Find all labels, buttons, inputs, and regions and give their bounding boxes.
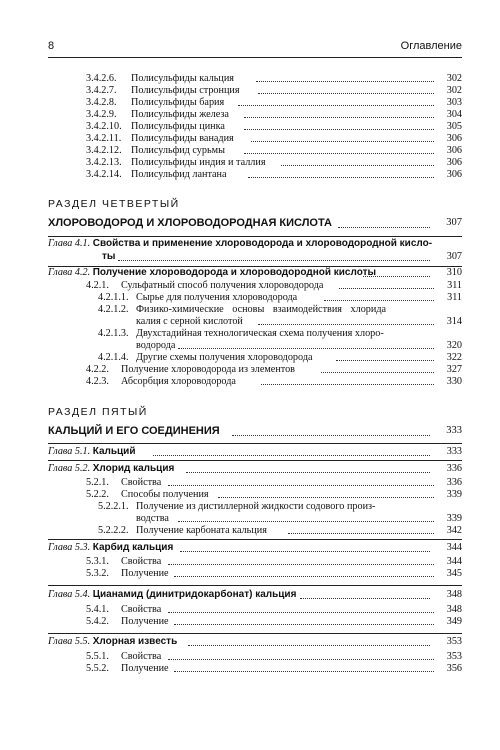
chapter-entry: Глава 5.4. Цианамид (динитридокарбонат) кальция 348 (48, 589, 462, 600)
divider (48, 539, 462, 540)
divider (48, 460, 462, 461)
running-title: Оглавление (400, 40, 462, 52)
header-rule (48, 57, 462, 58)
section-title: ХЛОРОВОДОРОД И ХЛОРОВОДОРОДНАЯ КИСЛОТА 307 (48, 217, 462, 229)
chapter-entry: Глава 5.1. Кальций 333 (48, 446, 462, 457)
section-title: КАЛЬЦИЙ И ЕГО СОЕДИНЕНИЯ 333 (48, 425, 462, 437)
chapter-entry: Глава 5.5. Хлорная известь 353 (48, 636, 462, 647)
section-label: РАЗДЕЛ ЧЕТВЕРТЫЙ (48, 198, 180, 210)
section-label: РАЗДЕЛ ПЯТЫЙ (48, 406, 148, 418)
chapter-entry: Глава 4.1. Свойства и применение хлороводорода и хлороводородной кисло- (48, 238, 433, 249)
divider (48, 236, 462, 237)
divider (48, 443, 462, 444)
chapter-entry: Глава 4.2. Получение хлороводорода и хлороводородной кислоты 310 (48, 267, 462, 278)
chapter-entry: Глава 5.3. Карбид кальция 344 (48, 542, 462, 553)
chapter-entry-cont: ты 307 (102, 251, 462, 262)
divider (48, 633, 462, 634)
divider (48, 585, 462, 586)
page-header (48, 40, 462, 56)
chapter-entry: Глава 5.2. Хлорид кальция 336 (48, 463, 462, 474)
page-number: 8 (48, 40, 55, 52)
